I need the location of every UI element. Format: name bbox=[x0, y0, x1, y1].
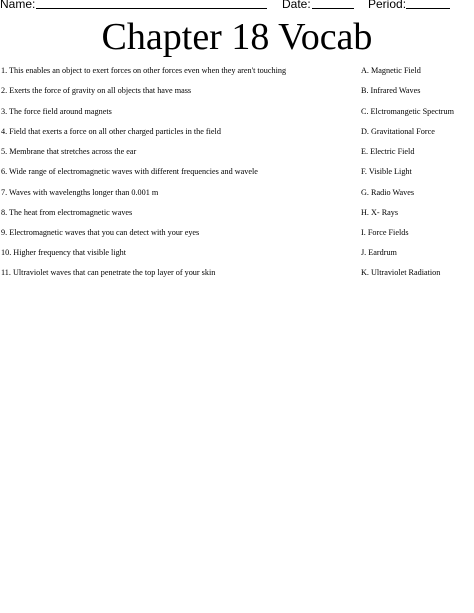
worksheet-header bbox=[0, 0, 474, 13]
answer-item: K. Ultraviolet Radiation bbox=[361, 268, 441, 277]
page-title: Chapter 18 Vocab bbox=[101, 16, 373, 58]
question-item: 5. Membrane that stretches across the ear bbox=[1, 147, 137, 156]
question-item: 2. Exerts the force of gravity on all objects that have mass bbox=[1, 86, 192, 95]
answer-item: C. Elctromangetic Spectrum bbox=[361, 107, 454, 116]
answer-item: J. Eardrum bbox=[361, 248, 397, 257]
answer-item: I. Force Fields bbox=[361, 228, 409, 237]
answer-item: B. Infrared Waves bbox=[361, 86, 421, 95]
question-item: 7. Waves with wavelengths longer than 0.001 m bbox=[1, 188, 159, 197]
date-blank-line bbox=[312, 8, 354, 9]
question-item: 4. Field that exerts a force on all other charged particles in the field bbox=[1, 127, 221, 136]
name-label: Name: bbox=[0, 0, 36, 11]
answer-item: G. Radio Waves bbox=[361, 188, 415, 197]
question-item: 6. Wide range of electromagnetic waves with different frequencies and wavele bbox=[1, 167, 258, 176]
answer-item: E. Electric Field bbox=[361, 147, 415, 156]
answer-item: F. Visible Light bbox=[361, 167, 412, 176]
period-blank-line bbox=[406, 8, 450, 9]
question-item: 9. Electromagnetic waves that you can detect with your eyes bbox=[1, 228, 200, 237]
question-item: 8. The heat from electromagnetic waves bbox=[1, 208, 133, 217]
answer-item: A. Magnetic Field bbox=[361, 66, 421, 75]
question-item: 3. The force field around magnets bbox=[1, 107, 112, 116]
name-blank-line bbox=[36, 8, 267, 9]
question-item: 11. Ultraviolet waves that can penetrate the top layer of your skin bbox=[1, 268, 216, 277]
date-label: Date: bbox=[282, 0, 311, 11]
question-item: 1. This enables an object to exert forces on other forces even when they aren't touching bbox=[1, 66, 287, 75]
question-item: 10. Higher frequency that visible light bbox=[1, 248, 127, 257]
period-label: Period: bbox=[368, 0, 407, 11]
answer-item: D. Gravitational Force bbox=[361, 127, 435, 136]
answer-item: H. X- Rays bbox=[361, 208, 399, 217]
